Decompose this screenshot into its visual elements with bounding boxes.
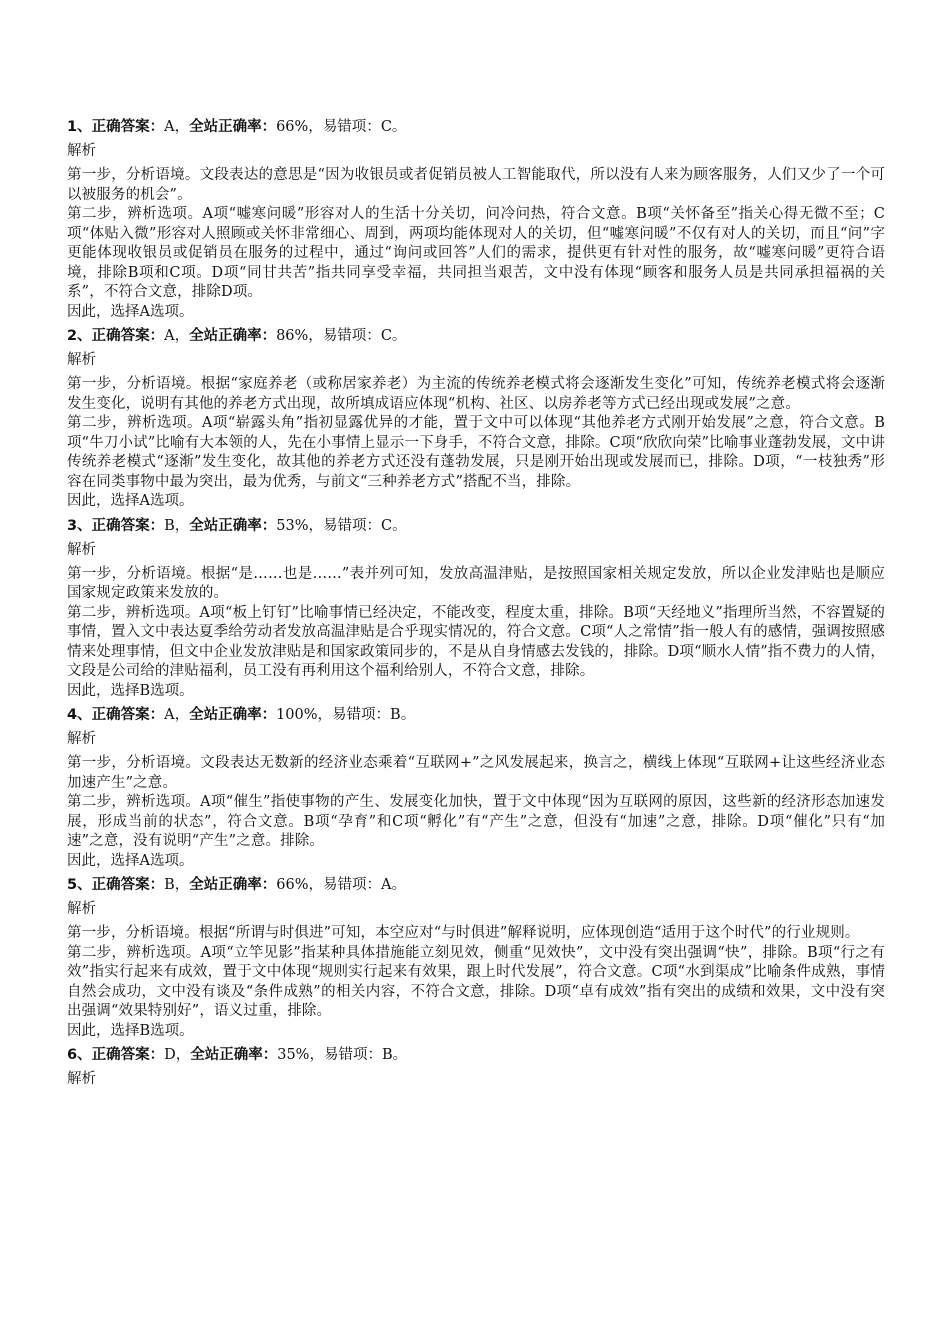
analysis-heading: 解析 [67,901,96,917]
answer-value: A， [164,119,190,135]
conclusion-text: 因此，选择B选项。 [67,682,194,699]
analysis-paragraph: 第一步，分析语境。根据“是……也是……”表并列可知，发放高温津贴，是按照国家相关规定发放，所以企业发津贴也是顺应国家规定政策来发放的。 [67,565,885,601]
question-number: 3、 [67,517,92,534]
question-number: 5、 [67,877,92,893]
rate-value: 66%， [276,877,323,893]
rate-label: 全站正确率： [189,877,277,893]
question-number: 6、 [67,1047,92,1063]
question-block [67,1044,885,1090]
analysis-paragraph: 第二步，辨析选项。A项“立竿见影”指某种具体措施能立刻见效，侧重“见效快”，文中没有突出强调“快”，排除。B项“行之有效”指实行起来有成效，置于文中体现“规则实行起来有效果，跟上时代发展”，符合文意。C项“水到渠成”比喻条件成熟，事情自然会成功，文中没有谈及“条件成熟”的相关内容，不符合文意，排除。D项“卓有成效”指有突出的成绩和效果，文中没有突出强调“效果特别好”，语义过重，排除。 [67,944,885,1019]
analysis-heading: 解析 [67,731,96,747]
analysis-paragraph: 第一步，分析语境。文段表达的意思是“因为收银员或者促销员被人工智能取代，所以没有人来为顾客服务，人们又少了一个可以被服务的机会”。 [67,167,885,203]
analysis-paragraph: 第二步，辨析选项。A项“板上钉钉”比喻事情已经决定，不能改变，程度太重，排除。B项“天经地义”指理所当然，不容置疑的事情，置入文中表达夏季给劳动者发放高温津贴是合乎现实情况的，符合文意。C项“人之常情”指一般人有的感情，强调按照感情来处理事情，但文中企业发放津贴是和国家政策同步的，不是从自身情感去发钱的，排除。D项“顺水人情”指不费力的人情，文段是公司给的津贴福利，员工没有再利用这个福利给别人，不符合文意，排除。 [67,604,885,679]
wrong-label: 易错项： [322,517,381,534]
question-block [67,116,885,322]
question-header [67,515,885,537]
analysis-heading: 解析 [67,541,96,558]
rate-label: 全站正确率： [190,1047,278,1063]
analysis-heading: 解析 [67,1071,96,1087]
rate-value: 100%， [276,707,333,723]
question-header [67,704,885,726]
analysis-heading: 解析 [67,143,96,159]
answer-value: B， [164,877,190,893]
wrong-label: 易错项： [322,328,381,344]
question-number: 1、 [67,119,92,135]
wrong-value: B。 [390,707,416,723]
answer-label: 正确答案： [91,877,165,893]
rate-value: 66%， [276,119,323,135]
analysis-paragraph: 第一步，分析语境。文段表达无数新的经济业态乘着“互联网+”之风发展起来，换言之，横线上体现“互联网+让这些经济业态加速产生”之意。 [67,755,885,791]
wrong-label: 易错项： [323,1047,382,1063]
wrong-label: 易错项： [322,119,381,135]
analysis-paragraph: 第一步，分析语境。根据“所谓与时俱进”可知，本空应对“与时俱进”解释说明，应体现创造“适用于这个时代”的行业规则。 [67,925,860,941]
conclusion-text: 因此，选择B选项。 [67,1022,194,1039]
conclusion-text: 因此，选择A选项。 [67,852,194,869]
question-number: 2、 [67,328,92,344]
wrong-value: A。 [380,877,406,893]
rate-label: 全站正确率： [189,707,277,723]
rate-value: 53%， [276,517,323,534]
question-header [67,325,885,347]
analysis-paragraph: 第二步，辨析选项。A项“崭露头角”指初显露优异的才能，置于文中可以体现“其他养老方式刚开始发展”之意，符合文意。B项“牛刀小试”比喻有大本领的人，先在小事情上显示一下身手，不符合文意，排除。C项“欣欣向荣”比喻事业蓬勃发展，文中讲传统养老模式“逐渐”发生变化，故其他的养老方式还没有蓬勃发展，只是刚开始出现或发展而已，排除。D项，“一枝独秀”形容在同类事物中最为突出，最为优秀，与前文“三种养老方式”搭配不当，排除。 [67,415,885,490]
answer-label: 正确答案： [91,328,165,344]
answer-label: 正确答案： [91,707,165,723]
question-block [67,515,885,702]
question-header [67,116,885,138]
analysis-paragraph: 第二步，辨析选项。A项“催生”指使事物的产生、发展变化加快，置于文中体现“因为互联网的原因，这些新的经济形态加速发展，形成当前的状态”，符合文意。B项“孕育”和C项“孵化”有“产生”之意，但没有“加速”之意，排除。D项“催化”只有“加速”之意，没有说明“产生”之意。排除。 [67,794,885,849]
rate-label: 全站正确率： [189,328,277,344]
analysis-paragraph: 第二步，辨析选项。A项“嘘寒问暖”形容对人的生活十分关切，问冷问热，符合文意。B项“关怀备至”指关心得无微不至；C项“体贴入微”形容对人照顾或关怀非常细心、周到，两项均能体现对人的关切，但“嘘寒问暖”不仅有对人的关切，而且“问”字更能体现收银员或促销员在服务的过程中，通过“询问或回答”人们的需求，提供更有针对性的服务，故“嘘寒问暖”更符合语境，排除B项和C项。D项“同甘共苦”指共同享受幸福，共同担当艰苦，文中没有体现“顾客和服务人员是共同承担福祸的关系”，不符合文意，排除D项。 [67,206,885,300]
wrong-value: C。 [380,119,407,135]
rate-value: 86%， [276,328,323,344]
rate-label: 全站正确率： [189,517,277,534]
wrong-label: 易错项： [322,877,381,893]
question-block [67,874,885,1041]
rate-value: 35%， [277,1047,324,1063]
question-number: 4、 [67,707,92,723]
answer-value: A， [164,707,190,723]
question-block [67,325,885,512]
wrong-value: C。 [380,517,407,534]
wrong-value: C。 [380,328,407,344]
wrong-label: 易错项： [332,707,391,723]
question-block [67,704,885,871]
answer-label: 正确答案： [91,517,165,534]
question-header [67,1044,885,1066]
question-header [67,874,885,896]
answer-document [67,116,885,1094]
analysis-paragraph: 第一步，分析语境。根据“家庭养老（或称居家养老）为主流的传统养老模式将会逐渐发生变化”可知，传统养老模式将会逐渐发生变化，说明有其他的养老方式出现，故所填成语应体现“机构、社区、以房养老等方式已经出现或发展”之意。 [67,376,885,412]
wrong-value: B。 [381,1047,408,1063]
conclusion-text: 因此，选择A选项。 [67,303,194,320]
analysis-heading: 解析 [67,352,96,368]
answer-label: 正确答案： [91,1047,165,1063]
answer-label: 正确答案： [91,119,165,135]
answer-value: D， [164,1047,191,1063]
rate-label: 全站正确率： [189,119,277,135]
answer-value: A， [164,328,190,344]
conclusion-text: 因此，选择A选项。 [67,493,194,509]
answer-value: B， [164,517,190,534]
